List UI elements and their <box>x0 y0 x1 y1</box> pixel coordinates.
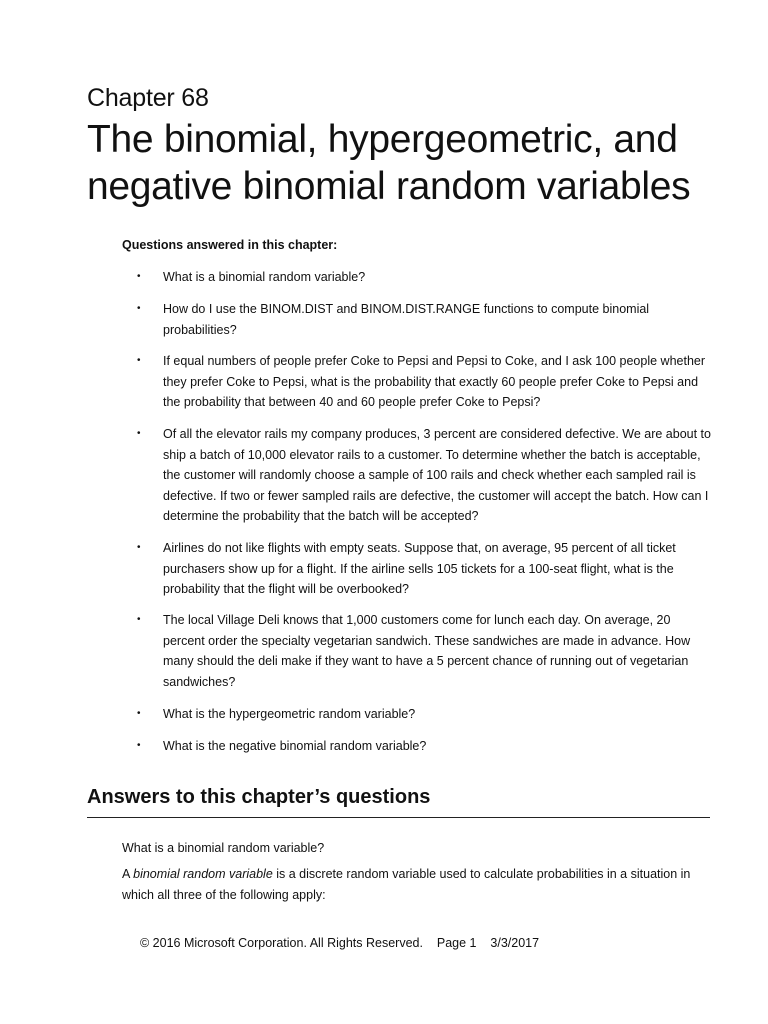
question-text: How do I use the BINOM.DIST and BINOM.DIST.RANGE functions to compute binomial probabilities? <box>163 302 650 337</box>
bullet-icon: • <box>137 303 141 314</box>
question-text: The local Village Deli knows that 1,000 customers come for lunch each day. On average, 20 percent order the specialty vegetarian sandwich. These sandwiches are made in advance. How many should the deli make if they want to have a 5 percent chance of running out of vegetarian sandwiches? <box>163 613 691 689</box>
question-text: If equal numbers of people prefer Coke to Pepsi and Pepsi to Coke, and I ask 100 people whether they prefer Coke to Pepsi, what is the probability that exactly 60 people prefer Coke to Pepsi and the probability that between 40 and 60 people prefer Coke to Pepsi? <box>163 354 706 409</box>
question-text: Of all the elevator rails my company produces, 3 percent are considered defective. We are about to ship a batch of 10,000 elevator rails to a customer. To determine whether the batch is acceptable, the customer will randomly choose a sample of 100 rails and check whether each sampled rail is defective. If two or fewer sampled rails are defective, the customer will accept the batch. How can I determine the probability that the batch will be accepted? <box>163 427 711 523</box>
question-text: What is the negative binomial random variable? <box>163 739 427 753</box>
bullet-icon: • <box>137 271 141 282</box>
bullet-icon: • <box>137 614 141 625</box>
answer-paragraph-prefix: A <box>122 867 134 881</box>
footer-date: 3/3/2017 <box>490 936 540 950</box>
bullet-icon: • <box>137 542 141 553</box>
bullet-icon: • <box>137 708 141 719</box>
question-text: What is a binomial random variable? <box>163 270 366 284</box>
section-divider <box>87 817 710 818</box>
answer-paragraph <box>122 864 712 906</box>
answers-heading: Answers to this chapter’s questions <box>87 786 431 808</box>
page-footer <box>140 934 539 952</box>
question-text: Airlines do not like flights with empty seats. Suppose that, on average, 95 percent of all ticket purchasers show up for a flight. If the airline sells 105 tickets for a 100-seat flight, what is the probability that the flight will be overbooked? <box>163 541 676 596</box>
bullet-icon: • <box>137 740 141 751</box>
answer-question: What is a binomial random variable? <box>122 841 325 855</box>
bullet-icon: • <box>137 428 141 439</box>
chapter-label: Chapter 68 <box>87 84 209 112</box>
answer-paragraph-rest: is a discrete random variable used to calculate probabilities in a situation in which all three of the following apply: <box>122 867 691 902</box>
bullet-icon: • <box>137 355 141 366</box>
questions-heading: Questions answered in this chapter: <box>122 238 338 252</box>
chapter-title: The binomial, hypergeometric, and negative binomial random variables <box>87 118 691 208</box>
footer-copyright: © 2016 Microsoft Corporation. All Rights Reserved. <box>140 936 423 950</box>
footer-page-number: Page 1 <box>436 936 477 950</box>
question-text: What is the hypergeometric random variable? <box>163 707 416 721</box>
answer-paragraph-term: binomial random variable <box>133 867 273 881</box>
